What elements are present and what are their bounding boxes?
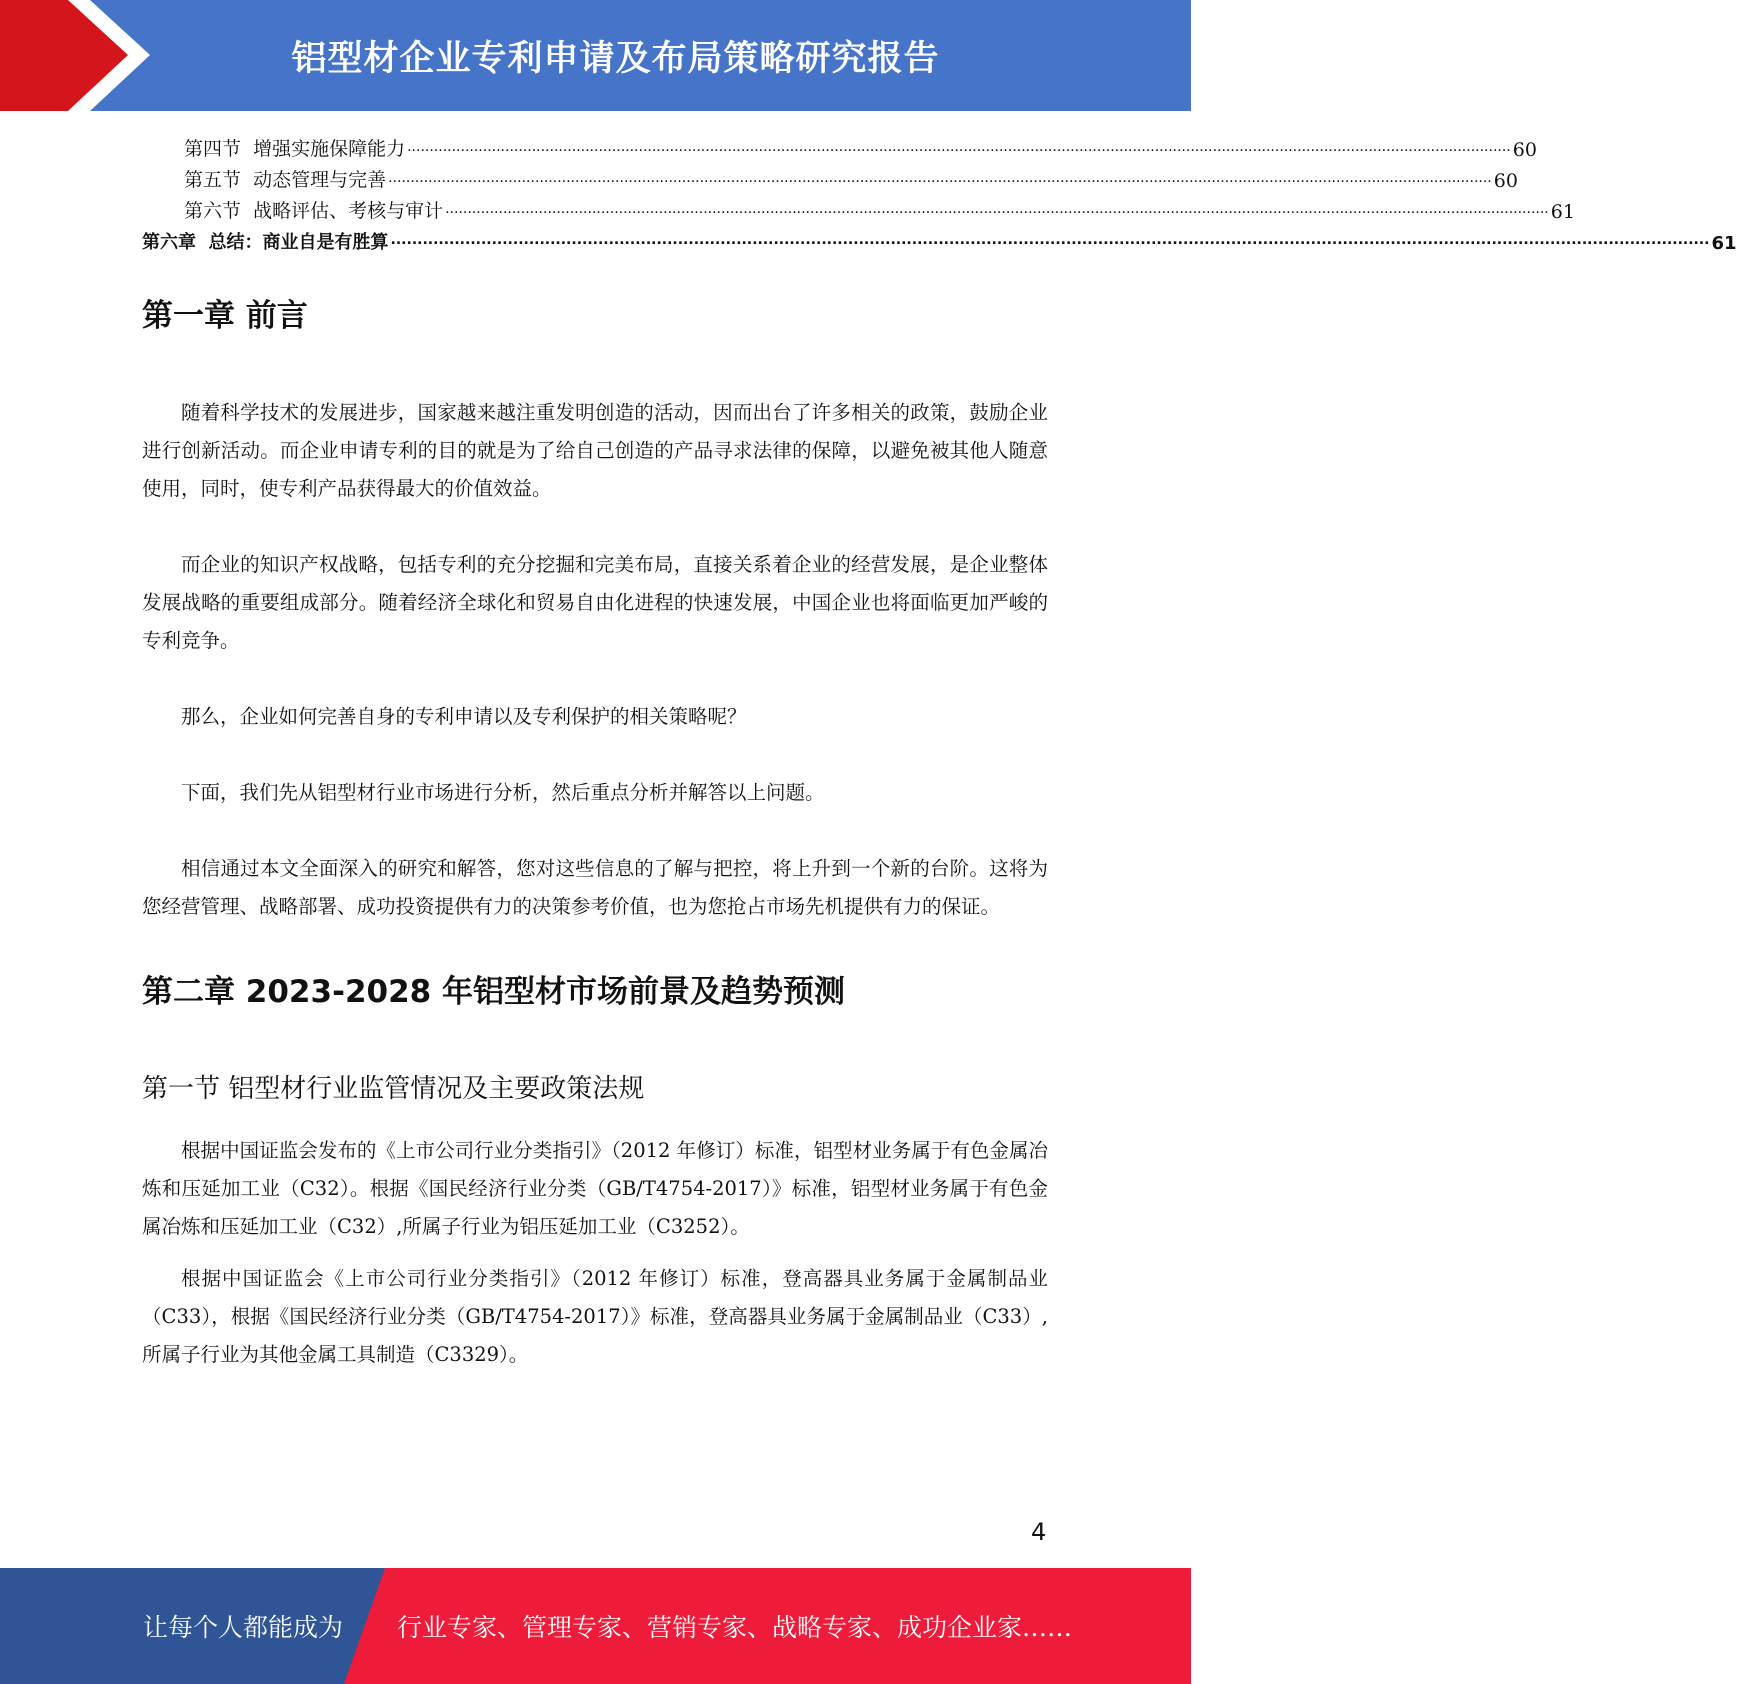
toc-entry-page: 61 xyxy=(1711,233,1737,254)
toc-entry[interactable] xyxy=(142,192,1575,223)
report-title: 铝型材企业专利申请及布局策略研究报告 xyxy=(291,38,940,79)
section-1-heading: 第一节 铝型材行业监管情况及主要政策法规 xyxy=(142,1073,645,1104)
page-number: 4 xyxy=(1031,1518,1047,1546)
paragraph: 那么，企业如何完善自身的专利申请以及专利保护的相关策略呢？ xyxy=(181,705,747,729)
toc-leader-dots: ........................................................................................................................................................................................................................................................ xyxy=(445,201,1549,217)
chapter-2-heading: 第二章 2023-2028 年铝型材市场前景及趋势预测 xyxy=(142,974,846,1011)
paragraph: 相信通过本文全面深入的研究和解答，您对这些信息的了解与把控，将上升到一个新的台阶。这将为您经营管理、战略部署、成功投资提供有力的决策参考价值，也为您抢占市场先机提供有力的保证。 xyxy=(142,857,1048,919)
page-header xyxy=(0,0,1191,111)
toc-entry-page: 60 xyxy=(1512,139,1537,161)
toc-entry-title: 第六章 总结：商业自是有胜算 xyxy=(142,232,389,253)
main-content xyxy=(142,282,1048,1374)
toc-leader-dots: ........................................................................................................................................................................................................................................................ xyxy=(388,170,1492,186)
paragraph: 下面，我们先从铝型材行业市场进行分析，然后重点分析并解答以上问题。 xyxy=(181,781,825,805)
footer-slogan-right: 行业专家、管理专家、营销专家、战略专家、成功企业家…… xyxy=(397,1613,1073,1642)
toc-chapter-entry[interactable] xyxy=(142,223,1737,254)
toc-entry-title: 第五节 动态管理与完善 xyxy=(184,169,387,191)
footer-slogan-left: 让每个人都能成为 xyxy=(143,1613,344,1642)
toc-entry[interactable] xyxy=(142,130,1537,161)
paragraph: 随着科学技术的发展进步，国家越来越注重发明创造的活动，因而出台了许多相关的政策，鼓励企业进行创新活动。而企业申请专利的目的就是为了给自己创造的产品寻求法律的保障，以避免被其他人随意使用，同时，使专利产品获得最大的价值效益。 xyxy=(142,401,1048,501)
red-arrow-decoration xyxy=(0,0,160,111)
toc-entry-title: 第六节 战略评估、考核与审计 xyxy=(184,200,444,222)
toc-leader-dots: ........................................................................................................................................................................................................................................................ xyxy=(407,139,1511,155)
page-footer xyxy=(0,1568,1191,1684)
toc-entry[interactable] xyxy=(142,161,1518,192)
toc-entry-page: 60 xyxy=(1493,170,1518,192)
table-of-contents xyxy=(142,130,1737,254)
paragraph: 根据中国证监会《上市公司行业分类指引》（2012 年修订）标准，登高器具业务属于金属制品业（C33），根据《国民经济行业分类（GB/T4754-2017）》标准，登高器具业务属于金属制品业（C33）,所属子行业为其他金属工具制造（C3329）。 xyxy=(142,1267,1048,1367)
toc-leader-dots: ........................................................................................................................................................................................................................................................ xyxy=(390,232,1710,248)
paragraph: 而企业的知识产权战略，包括专利的充分挖掘和完美布局，直接关系着企业的经营发展，是企业整体发展战略的重要组成部分。随着经济全球化和贸易自由化进程的快速发展，中国企业也将面临更加严峻的专利竞争。 xyxy=(142,553,1048,653)
toc-entry-page: 61 xyxy=(1550,201,1575,223)
chapter-1-heading: 第一章 前言 xyxy=(142,298,308,334)
paragraph: 根据中国证监会发布的《上市公司行业分类指引》（2012 年修订）标准，铝型材业务属于有色金属冶炼和压延加工业（C32）。根据《国民经济行业分类（GB/T4754-2017）》标准，铝型材业务属于有色金属冶炼和压延加工业（C32）,所属子行业为铝压延加工业（C3252）。 xyxy=(142,1139,1048,1239)
toc-entry-title: 第四节 增强实施保障能力 xyxy=(184,138,406,160)
